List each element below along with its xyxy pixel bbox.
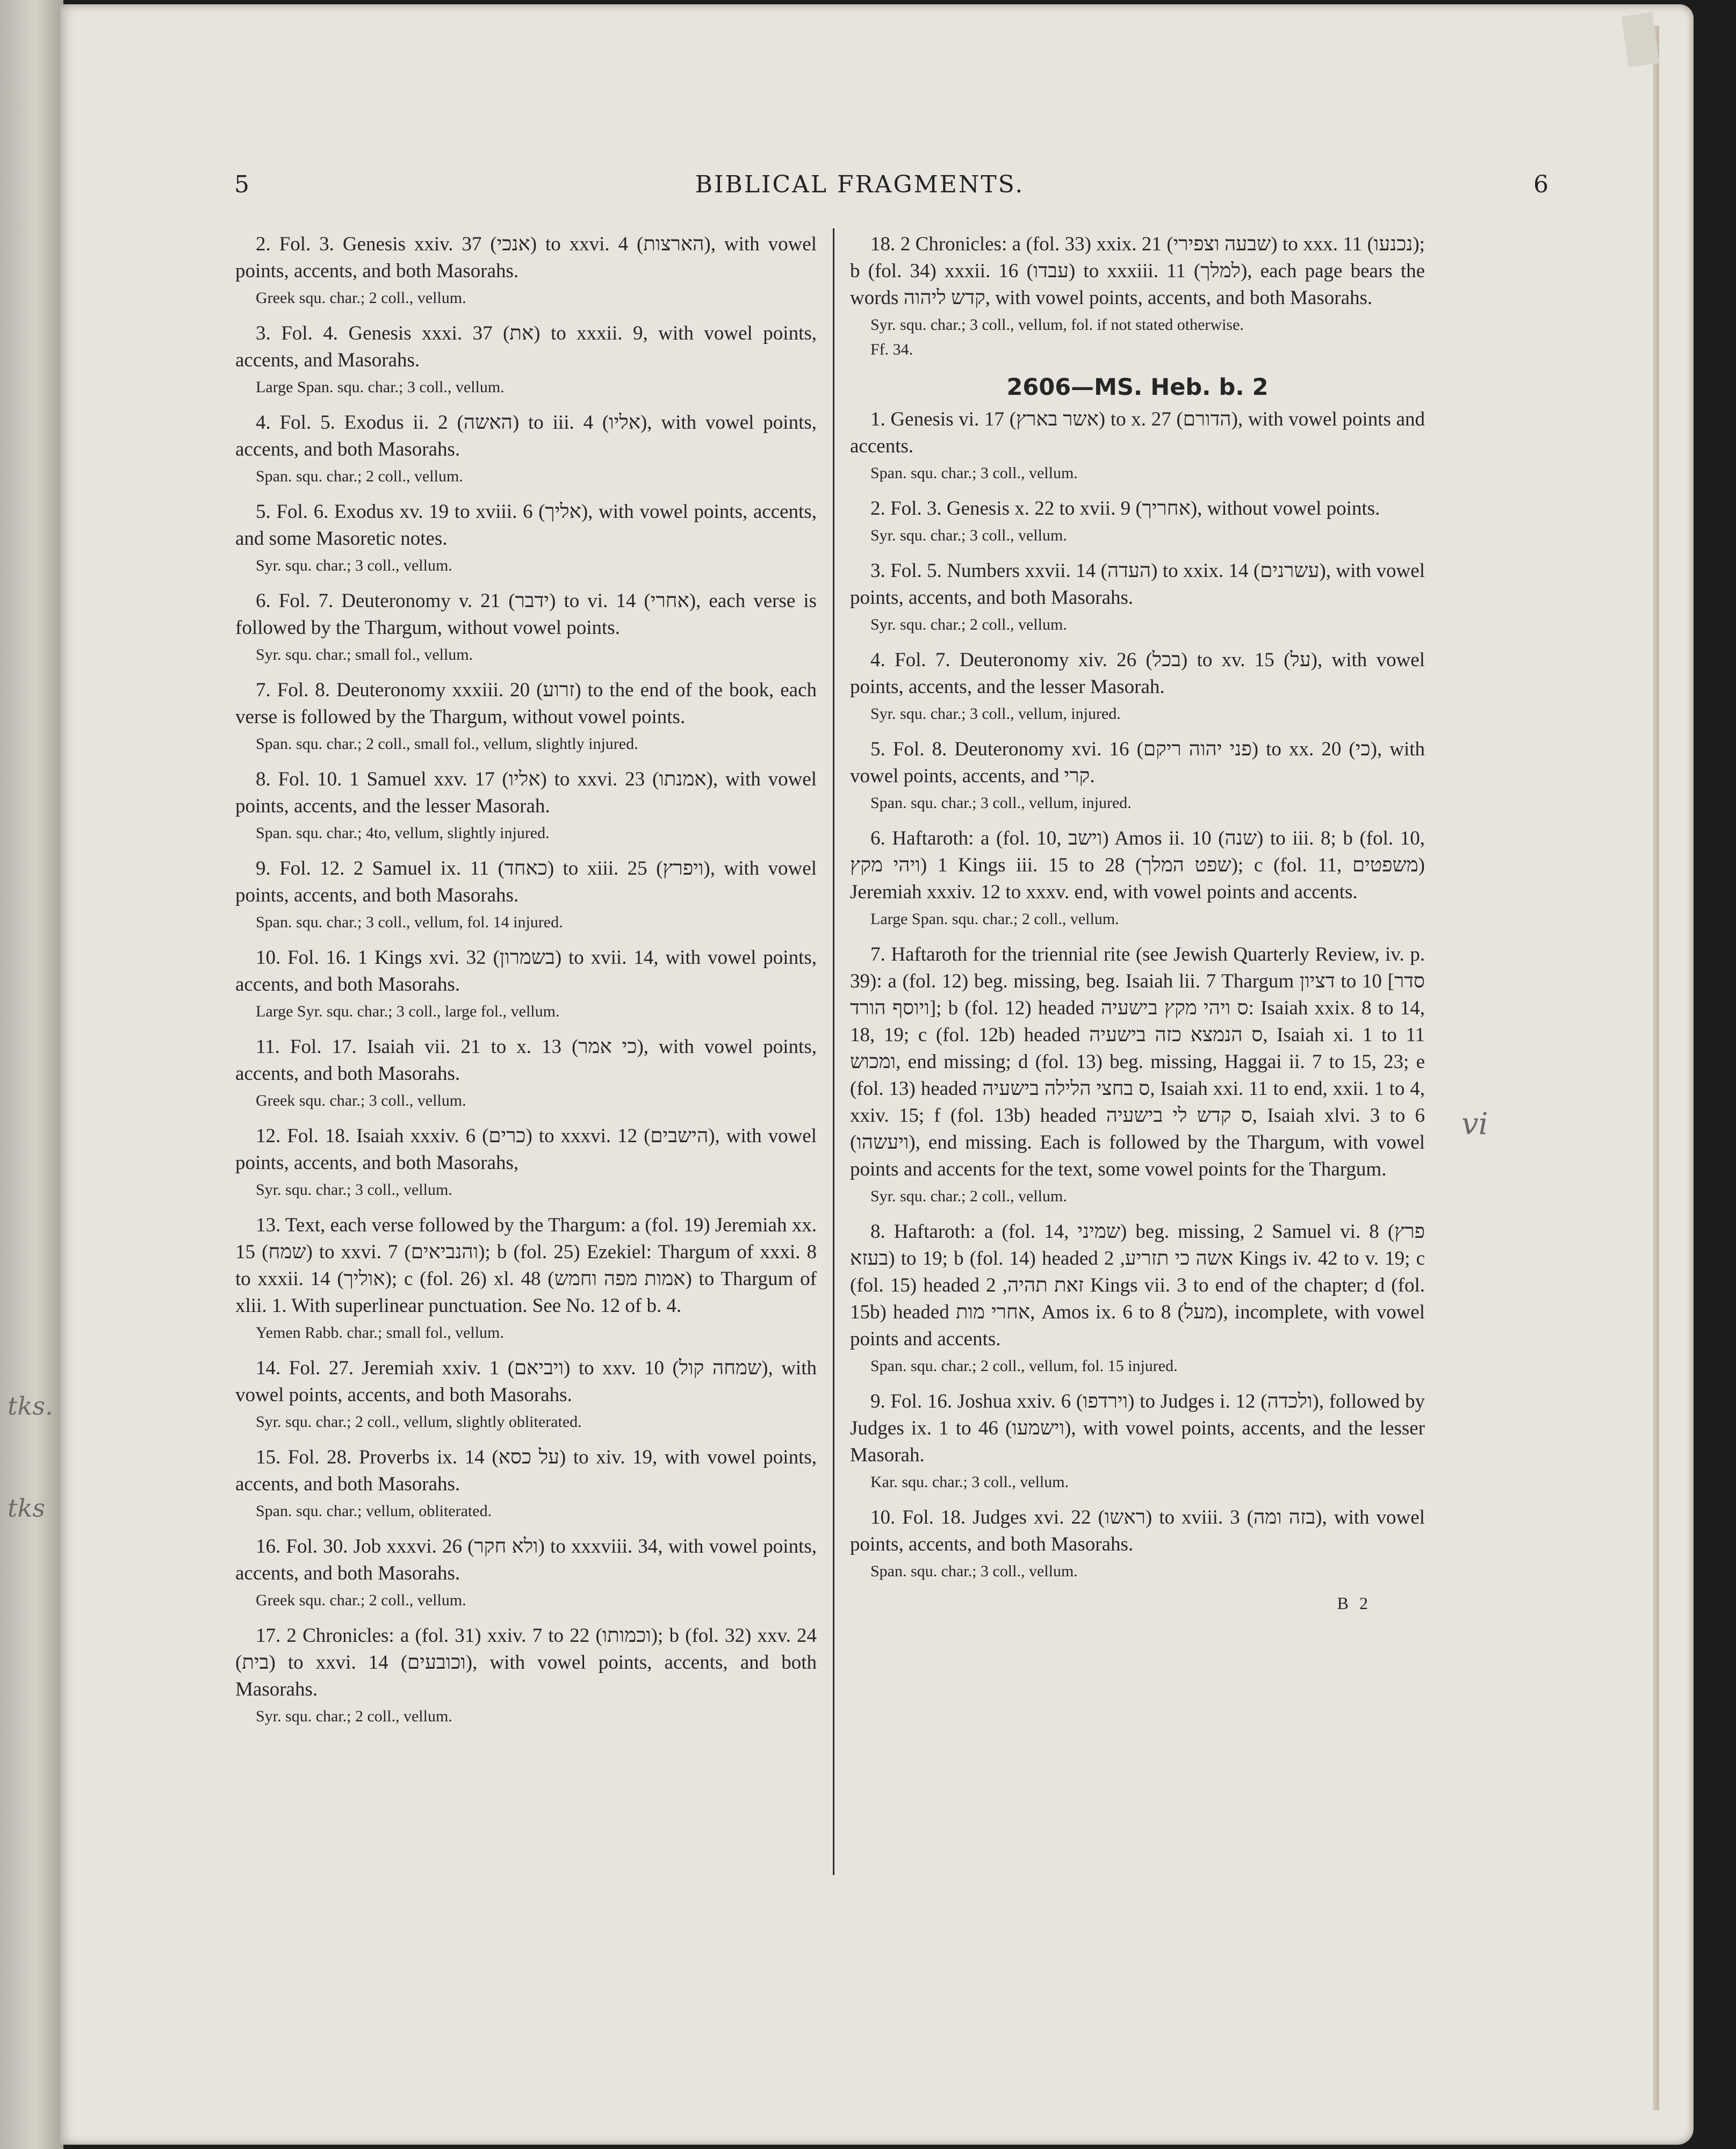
entry-text: 15. Fol. 28. Proverbs ix. 14 (על כסא) to xiv. 19, with vowel points, accents, and both Masorahs.: [235, 1446, 817, 1495]
entry: [850, 647, 1425, 725]
entry: [850, 1218, 1425, 1378]
entry-meta: Syr. squ. char.; 3 coll., vellum, injured.: [870, 705, 1121, 723]
entry-text: 3. Fol. 5. Numbers xxvii. 14 (העדה) to xxix. 14 (עשרנים), with vowel points, accents, and both Masorahs.: [850, 560, 1425, 609]
entry: [235, 855, 817, 934]
margin-note-2: tks: [8, 1494, 45, 1523]
page-edge: [1653, 26, 1659, 2110]
entry-text: 7. Haftaroth for the triennial rite (see Jewish Quarterly Review, iv. p. 39): a (fol. 12) beg. missing, beg. Isaiah lii. 7 Thargum דציון to 10 [סדר ויוסף הורד]; b (fol. 12) headed ס ויהי מקץ בישעיה: Isaiah xxix. 8 to 14, 18, 19; c (fol. 12b) headed ס הנמצא כזה בישעיה, Isaiah xi. 1 to 11 ומכוש, end missing; d (fol. 13) beg. missing, Haggai ii. 7 to 15, 23; e (fol. 13) headed ס בחצי הלילה בישעיה, Isaiah xxi. 11 to end, xxii. 1 to 4, xxiv. 15; f (fol. 13b) headed ס קדש לי בישעיה, Isaiah xlvi. 3 to 6 (ויעשהו), end missing. Each is followed by the Thargum, with vowel points and accents for the text, some vowel points for the Thargum.: [850, 943, 1425, 1180]
entry-meta: Syr. squ. char.; 2 coll., vellum, slightly obliterated.: [256, 1413, 582, 1431]
entry: [850, 1388, 1425, 1494]
entry-text: 5. Fol. 8. Deuteronomy xvi. 16 (פני יהוה ריקם) to xx. 20 (כי), with vowel points, accents, and קרי.: [850, 738, 1425, 787]
entry: [235, 1622, 817, 1728]
left-page-number: 5: [234, 171, 249, 198]
entry: [235, 677, 817, 755]
entry-meta: Span. squ. char.; 2 coll., small fol., vellum, slightly injured.: [256, 735, 638, 753]
entry: [850, 825, 1425, 931]
entry-text: 9. Fol. 16. Joshua xxiv. 6 (וירדפו) to Judges i. 12 (ולכדה), followed by Judges ix. 1 to 46 (וישמעו), with vowel points, accents, and the lesser Masorah.: [850, 1390, 1425, 1466]
entry-text: 16. Fol. 30. Job xxxvi. 26 (ולא חקר) to xxxviii. 34, with vowel points, accents, and both Masorahs.: [235, 1535, 817, 1584]
column-divider: [833, 228, 834, 1875]
left-column: [235, 231, 817, 1739]
entry-text: 11. Fol. 17. Isaiah vii. 21 to x. 13 (כי אמר), with vowel points, accents, and both Masorahs.: [235, 1036, 817, 1085]
entry: [235, 1123, 817, 1201]
entry: [235, 588, 817, 666]
entry-text: 4. Fol. 7. Deuteronomy xiv. 26 (בכל) to xv. 15 (על), with vowel points, accents, and the lesser Masorah.: [850, 649, 1425, 698]
entry-meta: Syr. squ. char.; 2 coll., vellum.: [256, 1707, 452, 1725]
entry-text: 2. Fol. 3. Genesis xxiv. 37 (אנכי) to xxvi. 4 (הארצות), with vowel points, accents, and both Masorahs.: [235, 233, 817, 282]
entry-meta: Greek squ. char.; 2 coll., vellum.: [256, 1591, 466, 1609]
entry-meta: Span. squ. char.; 3 coll., vellum, fol. 14 injured.: [256, 913, 563, 931]
entry-meta: Syr. squ. char.; 3 coll., vellum, fol. if not stated otherwise.: [870, 316, 1244, 334]
entry: [235, 766, 817, 845]
entry-meta: Span. squ. char.; 3 coll., vellum, injured.: [870, 794, 1132, 812]
entry: [235, 1533, 817, 1612]
entry-meta: Span. squ. char.; vellum, obliterated.: [256, 1502, 492, 1520]
entry-text: 18. 2 Chronicles: a (fol. 33) xxix. 21 (שבעה וצפירי) to xxx. 11 (נכנעו); b (fol. 34) xxxii. 16 (עבדו) to xxxiii. 11 (למלך), each page bears the words קדש ליהוה, with vowel points, accents, and both Masorahs.: [850, 233, 1425, 309]
entry: [235, 499, 817, 577]
entry-text: 6. Fol. 7. Deuteronomy v. 21 (ידבר) to vi. 14 (אחרי), each verse is followed by the Thargum, without vowel points.: [235, 590, 817, 639]
entry: [850, 406, 1425, 485]
entry-meta: Large Span. squ. char.; 3 coll., vellum.: [256, 378, 505, 396]
entry-meta: Syr. squ. char.; 2 coll., vellum.: [870, 1187, 1067, 1205]
page-corner: [1622, 12, 1660, 67]
entry-meta: Yemen Rabb. char.; small fol., vellum.: [256, 1324, 504, 1342]
right-column: [850, 231, 1425, 1613]
margin-note-1: tks.: [8, 1391, 53, 1420]
entry: [235, 1444, 817, 1523]
section-heading: 2606—MS. Heb. b. 2: [1006, 374, 1269, 401]
entry-text: 8. Haftaroth: a (fol. 14, שמיני) beg. missing, 2 Samuel vi. 8 (פרץ בעזא) to 19; b (fol. 14) headed אשה כי תזריע, 2 Kings iv. 42 to v. 19; c (fol. 15) headed זאת תהיה, 2 Kings vii. 3 to end of the chapter; d (fol. 15b) headed אחרי מות, Amos ix. 6 to 8 (מעל), incomplete, with vowel points and accents.: [850, 1221, 1425, 1350]
entry-meta: Span. squ. char.; 2 coll., vellum, fol. 15 injured.: [870, 1357, 1178, 1375]
entry: [235, 1212, 817, 1344]
entry-text: 7. Fol. 8. Deuteronomy xxxiii. 20 (זרוע) to the end of the book, each verse is followed by the Thargum, without vowel points.: [235, 679, 817, 728]
entry-text: 10. Fol. 16. 1 Kings xvi. 32 (בשמרון) to xvii. 14, with vowel points, accents, and both Masorahs.: [235, 947, 817, 996]
entry-meta: Span. squ. char.; 4to, vellum, slightly injured.: [256, 824, 550, 842]
right-page-number: 6: [1533, 171, 1548, 198]
entry-text: 1. Genesis vi. 17 (אשר בארץ) to x. 27 (הדורם), with vowel points and accents.: [850, 408, 1425, 457]
folio-count: Ff. 34.: [870, 341, 913, 358]
entry-text: 8. Fol. 10. 1 Samuel xxv. 17 (אליו) to xxvi. 23 (אמנתו), with vowel points, accents, and the lesser Masorah.: [235, 768, 817, 817]
entry-meta: Span. squ. char.; 3 coll., vellum.: [870, 1562, 1078, 1580]
entry: [235, 1355, 817, 1433]
entry: [850, 1504, 1425, 1583]
entry: [850, 941, 1425, 1208]
entry-text: 10. Fol. 18. Judges xvi. 22 (ראשו) to xviii. 3 (בזה ומה), with vowel points, accents, and both Masorahs.: [850, 1506, 1425, 1555]
entry-text: 17. 2 Chronicles: a (fol. 31) xxiv. 7 to 22 (וכמותו); b (fol. 32) xxv. 24 (בית) to xxvi. 14 (וכובעים), with vowel points, accents, and both Masorahs.: [235, 1625, 817, 1700]
entry-meta: Large Span. squ. char.; 2 coll., vellum.: [870, 910, 1119, 928]
entry-text: 12. Fol. 18. Isaiah xxxiv. 6 (כרים) to xxxvi. 12 (הישבים), with vowel points, accents, and both Masorahs,: [235, 1125, 817, 1174]
entry: [235, 944, 817, 1023]
entry-meta: Greek squ. char.; 2 coll., vellum.: [256, 289, 466, 307]
entry-text: 14. Fol. 27. Jeremiah xxiv. 1 (ויביאם) to xxv. 10 (שמחה קול), with vowel points, accents, and both Masorahs.: [235, 1357, 817, 1406]
entry-meta: Syr. squ. char.; 2 coll., vellum.: [870, 616, 1067, 633]
entry: [850, 495, 1425, 547]
entry-meta: Kar. squ. char.; 3 coll., vellum.: [870, 1473, 1069, 1491]
right-margin-note: vi: [1461, 1107, 1488, 1142]
entry: [850, 558, 1425, 636]
entry: [235, 231, 817, 309]
entry: [850, 231, 1425, 361]
entry-text: 4. Fol. 5. Exodus ii. 2 (האשה) to iii. 4 (אליו), with vowel points, accents, and both Masorahs.: [235, 412, 817, 460]
entry-meta: Syr. squ. char.; 3 coll., vellum.: [256, 1181, 452, 1199]
entry-meta: Syr. squ. char.; 3 coll., vellum.: [870, 527, 1067, 544]
entry: [235, 320, 817, 399]
entry-text: 5. Fol. 6. Exodus xv. 19 to xviii. 6 (אליך), with vowel points, accents, and some Masoretic notes.: [235, 501, 817, 550]
running-title: BIBLICAL FRAGMENTS.: [695, 171, 1025, 198]
entry-text: 6. Haftaroth: a (fol. 10, וישב) Amos ii. 10 (שנה) to iii. 8; b (fol. 10, ויהי מקץ) 1 Kings iii. 15 to 28 (שפט המלך); c (fol. 11, משפטים) Jeremiah xxxiv. 12 to xxxv. end, with vowel points and accents.: [850, 827, 1425, 903]
entry-text: 3. Fol. 4. Genesis xxxi. 37 (את) to xxxii. 9, with vowel points, accents, and Masorahs.: [235, 322, 817, 371]
entry-text: 9. Fol. 12. 2 Samuel ix. 11 (כאחד) to xiii. 25 (ויפרץ), with vowel points, accents, and both Masorahs.: [235, 857, 817, 906]
signature-mark: B 2: [1337, 1593, 1371, 1613]
entry-text: 2. Fol. 3. Genesis x. 22 to xvii. 9 (אחריך), without vowel points.: [870, 497, 1380, 520]
previous-page-edge: [0, 0, 63, 2149]
running-head: [171, 171, 1548, 214]
entry: [850, 736, 1425, 814]
entry-meta: Span. squ. char.; 2 coll., vellum.: [256, 467, 463, 485]
entry-meta: Span. squ. char.; 3 coll., vellum.: [870, 464, 1078, 482]
entry-meta: Syr. squ. char.; 3 coll., vellum.: [256, 557, 452, 574]
entry: [235, 1034, 817, 1112]
entry-text: 13. Text, each verse followed by the Thargum: a (fol. 19) Jeremiah xx. 15 (שמח) to xxvi. 7 (והנביאים); b (fol. 25) Ezekiel: Thargum of xxxi. 8 to xxxii. 14 (אוליך); c (fol. 26) xl. 48 (אמות מפה וחמש) to Thargum of xlii. 1. With superlinear punctuation. See No. 12 of b. 4.: [235, 1214, 817, 1317]
entry: [235, 409, 817, 488]
entry-meta: Greek squ. char.; 3 coll., vellum.: [256, 1092, 466, 1109]
entry-meta: Syr. squ. char.; small fol., vellum.: [256, 646, 473, 664]
entry-meta: Large Syr. squ. char.; 3 coll., large fol., vellum.: [256, 1003, 560, 1020]
